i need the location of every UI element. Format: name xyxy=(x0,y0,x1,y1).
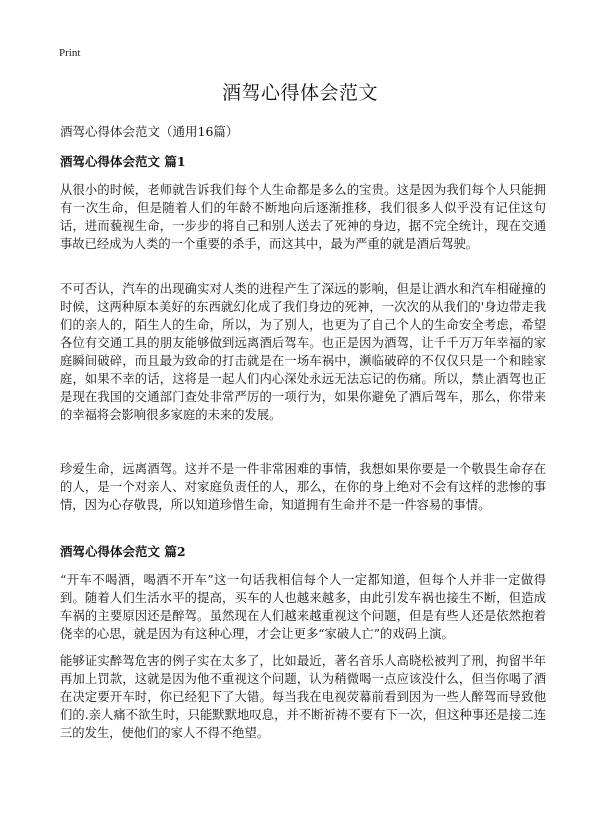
page-title: 酒驾心得体会范文 xyxy=(221,82,378,104)
print-link[interactable]: Print xyxy=(59,47,81,59)
document-subtitle: 酒驾心得体会范文（通用16篇） xyxy=(60,124,239,139)
section-1-paragraph-2: 不可否认，汽车的出现确实对人类的进程产生了深远的影响，但是让酒水和汽车相碰撞的时候，这两种原本美好的东西就幻化成了我们身边的死神，一次次的从我们的'身边带走我们的亲人的，陌生人的生命，所以，为了别人，也更为了自己个人的生命安全考虑，希望各位有交通工具的朋友能够做到远离酒后驾车。也正是因为酒驾，让千千万万年幸福的家庭瞬间破碎，而且最为致命的打击就是在一场车祸中，濒临破碎的不仅仅只是一个和睦家庭，如果不幸的话，这将是一起人们内心深处永远无法忘记的伤痛。所以，禁止酒驾也正是现在我国的交通部门查处非常严厉的一项行为，如果你避免了酒后驾车，那么，你带来的幸福将会影响很多家庭的未来的发展。 xyxy=(60,282,546,422)
section-2-paragraph-1: “开车不喝酒，喝酒不开车”这一句话我相信每个人一定都知道，但每个人并非一定做得到。随着人们生活水平的提高，买车的人也越来越多，由此引发车祸也接生不断，但造成车祸的主要原因还是醉驾。虽然现在人们越来越重视这个问题，但是有些人还是依然抱着侥幸的心思，就是因为有这种心理，才会让更多“家破人亡”的戏码上演。 xyxy=(60,573,546,641)
section-heading-1: 酒驾心得体会范文 篇1 xyxy=(60,154,186,169)
section-heading-2: 酒驾心得体会范文 篇2 xyxy=(60,544,186,559)
section-1-paragraph-3: 珍爱生命，远离酒驾。这并不是一件非常困难的事情，我想如果你要是一个敬畏生命存在的人，是一个对亲人、对家庭负责任的人，那么，在你的身上绝对不会有这样的悲惨的事情，因为心存敬畏，所以知道珍惜生命，知道拥有生命并不是一件容易的事情。 xyxy=(60,462,546,512)
section-1-paragraph-1: 从很小的时候，老师就告诉我们每个人生命都是多么的宝贵。这是因为我们每个人只能拥有一次生命，但是随着人们的年龄不断地向后逐渐推移，我们很多人似乎没有记住这句话，进而藐视生命，一步步的将自己和别人送去了死神的身边，据不完全统计，现在交通事故已经成为人类的一个重要的杀手，而这其中，最为严重的就是酒后驾驶。 xyxy=(60,183,546,251)
section-2-paragraph-2: 能够证实醉驾危害的例子实在太多了，比如最近，著名音乐人高晓松被判了刑，拘留半年再加上罚款，这就是因为他不重视这个问题，认为稍微喝一点应该没什么，但当你喝了酒在决定要开车时，你已经犯下了大错。每当我在电视荧幕前看到因为一些人醉驾而导致他们的.亲人痛不欲生时，只能默默地叹息，并不断祈祷不要有下一次，但这种事还是接二连三的发生，使他们的家人不得不绝望。 xyxy=(60,654,546,740)
